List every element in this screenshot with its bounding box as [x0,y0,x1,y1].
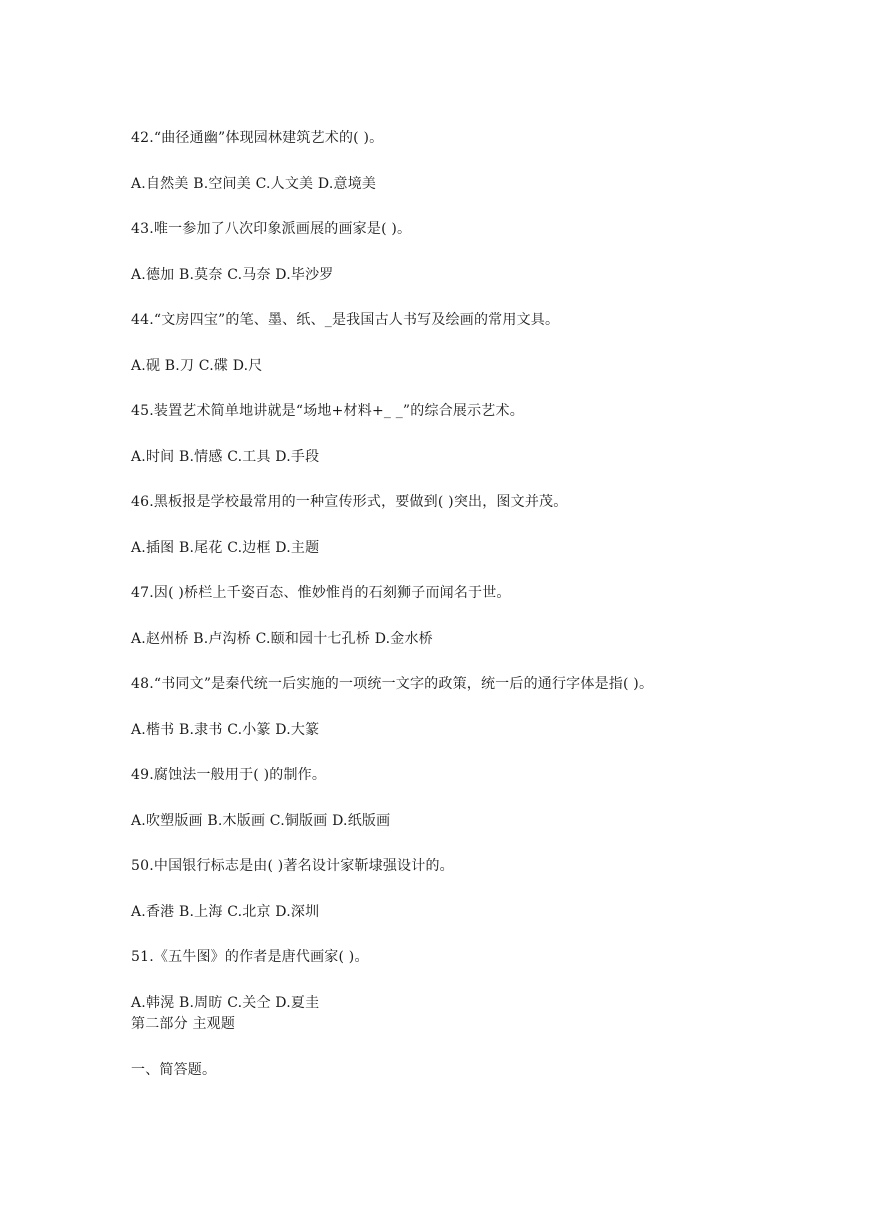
question-44-options: A.砚 B.刀 C.碟 D.尺 [131,358,263,374]
question-49-text: 49.腐蚀法一般用于( )的制作。 [131,767,327,783]
question-45-text: 45.装置艺术简单地讲就是“场地+材料+_ _”的综合展示艺术。 [131,403,524,419]
question-49-options: A.吹塑版画 B.木版画 C.铜版画 D.纸版画 [131,813,391,829]
question-47-text: 47.因( )桥栏上千姿百态、惟妙惟肖的石刻狮子而闻名于世。 [131,585,511,601]
part-two-heading: 第二部分 主观题 [131,1016,236,1032]
question-48-text: 48.“书同文”是秦代统一后实施的一项统一文字的政策，统一后的通行字体是指( )。 [131,676,654,692]
question-43-options: A.德加 B.莫奈 C.马奈 D.毕沙罗 [131,267,334,283]
question-48-options: A.楷书 B.隶书 C.小篆 D.大篆 [131,722,320,738]
question-51-text: 51.《五牛图》的作者是唐代画家( )。 [131,949,369,965]
question-43-text: 43.唯一参加了八次印象派画展的画家是( )。 [131,221,412,237]
question-42-options: A.自然美 B.空间美 C.人文美 D.意境美 [131,176,377,192]
question-51-options: A.韩滉 B.周昉 C.关仝 D.夏圭 [131,995,320,1011]
question-46-options: A.插图 B.尾花 C.边框 D.主题 [131,540,320,556]
question-44-text: 44.“文房四宝”的笔、墨、纸、_是我国古人书写及绘画的常用文具。 [131,312,560,328]
question-47-options: A.赵州桥 B.卢沟桥 C.颐和园十七孔桥 D.金水桥 [131,631,433,647]
question-50-options: A.香港 B.上海 C.北京 D.深圳 [131,904,320,920]
section-short-answer-heading: 一、简答题。 [131,1062,217,1078]
question-42-text: 42.“曲径通幽”体现园林建筑艺术的( )。 [131,130,384,146]
question-46-text: 46.黑板报是学校最常用的一种宣传形式，要做到( )突出，图文并茂。 [131,494,568,510]
question-45-options: A.时间 B.情感 C.工具 D.手段 [131,449,320,465]
question-50-text: 50.中国银行标志是由( )著名设计家靳埭强设计的。 [131,858,454,874]
